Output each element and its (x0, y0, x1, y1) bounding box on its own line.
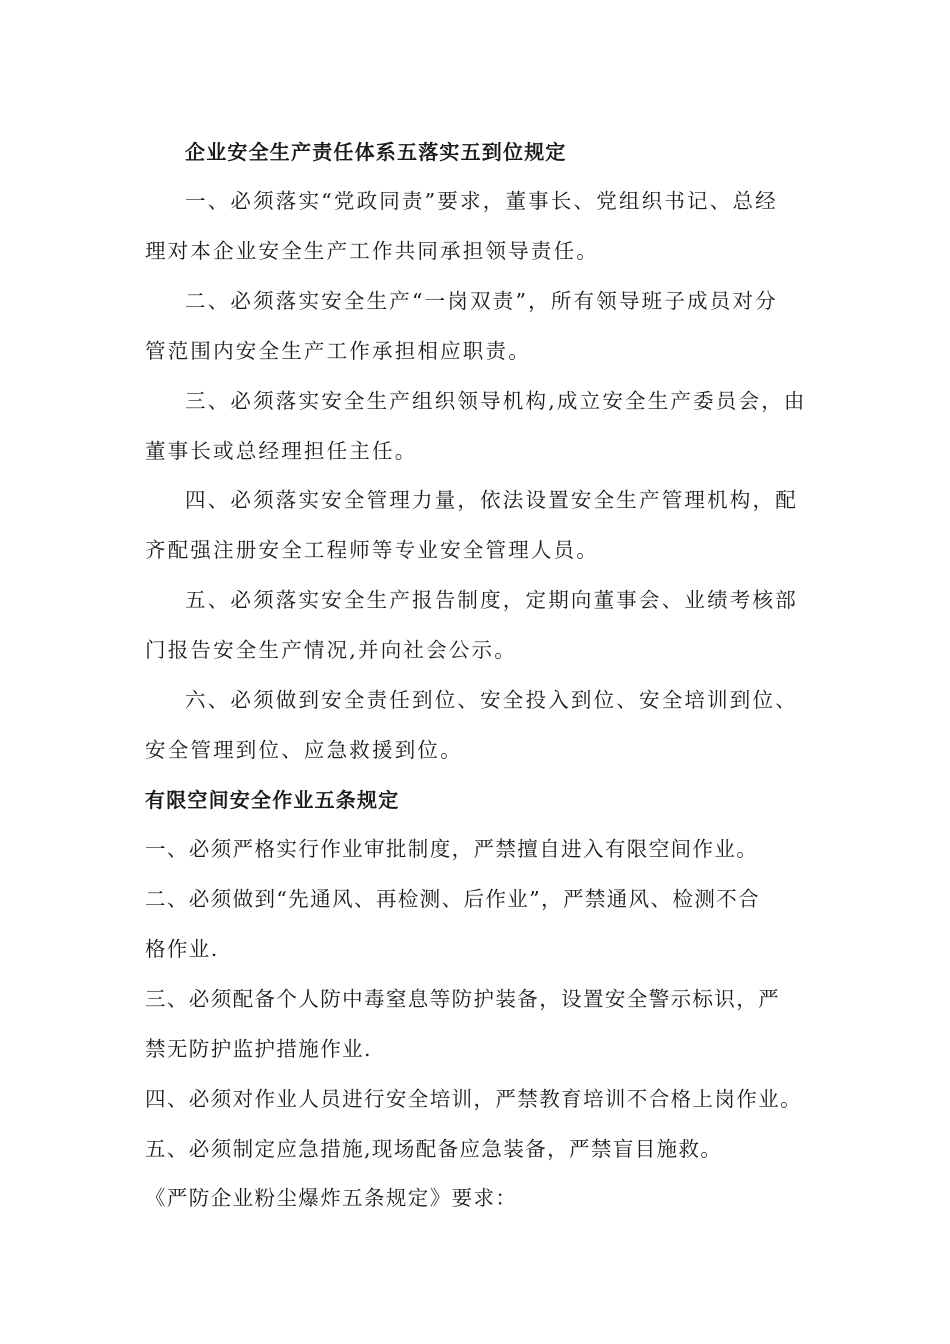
section1-line-11: 六、必须做到安全责任到位、安全投入到位、安全培训到位、 (185, 688, 798, 712)
section2-line-6: 四、必须对作业人员进行安全培训，严禁教育培训不合格上岗作业。 (145, 1087, 802, 1111)
section2-line-5: 禁无防护监护措施作业. (145, 1037, 372, 1061)
section1-line-8: 齐配强注册安全工程师等专业安全管理人员。 (145, 538, 599, 562)
section2-line-1: 一、必须严格实行作业审批制度，严禁擅自进入有限空间作业。 (145, 837, 759, 861)
section2-title: 有限空间安全作业五条规定 (145, 788, 400, 812)
section1-title: 企业安全生产责任体系五落实五到位规定 (185, 140, 567, 164)
section2-line-3: 格作业. (145, 937, 219, 961)
section1-line-12: 安全管理到位、应急救援到位。 (145, 738, 463, 762)
section1-line-6: 董事长或总经理担任主任。 (145, 439, 418, 463)
section1-line-7: 四、必须落实安全管理力量，依法设置安全生产管理机构，配 (185, 488, 798, 512)
section1-line-10: 门报告安全生产情况,并向社会公示。 (145, 638, 517, 662)
section1-line-9: 五、必须落实安全生产报告制度，定期向董事会、业绩考核部 (185, 588, 798, 612)
section1-line-2: 理对本企业安全生产工作共同承担领导责任。 (145, 239, 599, 263)
section2-line-7: 五、必须制定应急措施,现场配备应急装备，严禁盲目施救。 (145, 1137, 723, 1161)
section1-line-5: 三、必须落实安全生产组织领导机构,成立安全生产委员会，由 (185, 389, 807, 413)
section2-line-2: 二、必须做到“先通风、再检测、后作业”，严禁通风、检测不合 (145, 887, 761, 911)
section1-line-4: 管范围内安全生产工作承担相应职责。 (145, 339, 531, 363)
section3-title: 《严防企业粉尘爆炸五条规定》要求： (145, 1186, 518, 1210)
section1-line-3: 二、必须落实安全生产“一岗双责”，所有领导班子成员对分 (185, 289, 778, 313)
section2-line-4: 三、必须配备个人防中毒窒息等防护装备，设置安全警示标识，严 (145, 987, 781, 1011)
section1-line-1: 一、必须落实“党政同责”要求，董事长、党组织书记、总经 (185, 189, 778, 213)
